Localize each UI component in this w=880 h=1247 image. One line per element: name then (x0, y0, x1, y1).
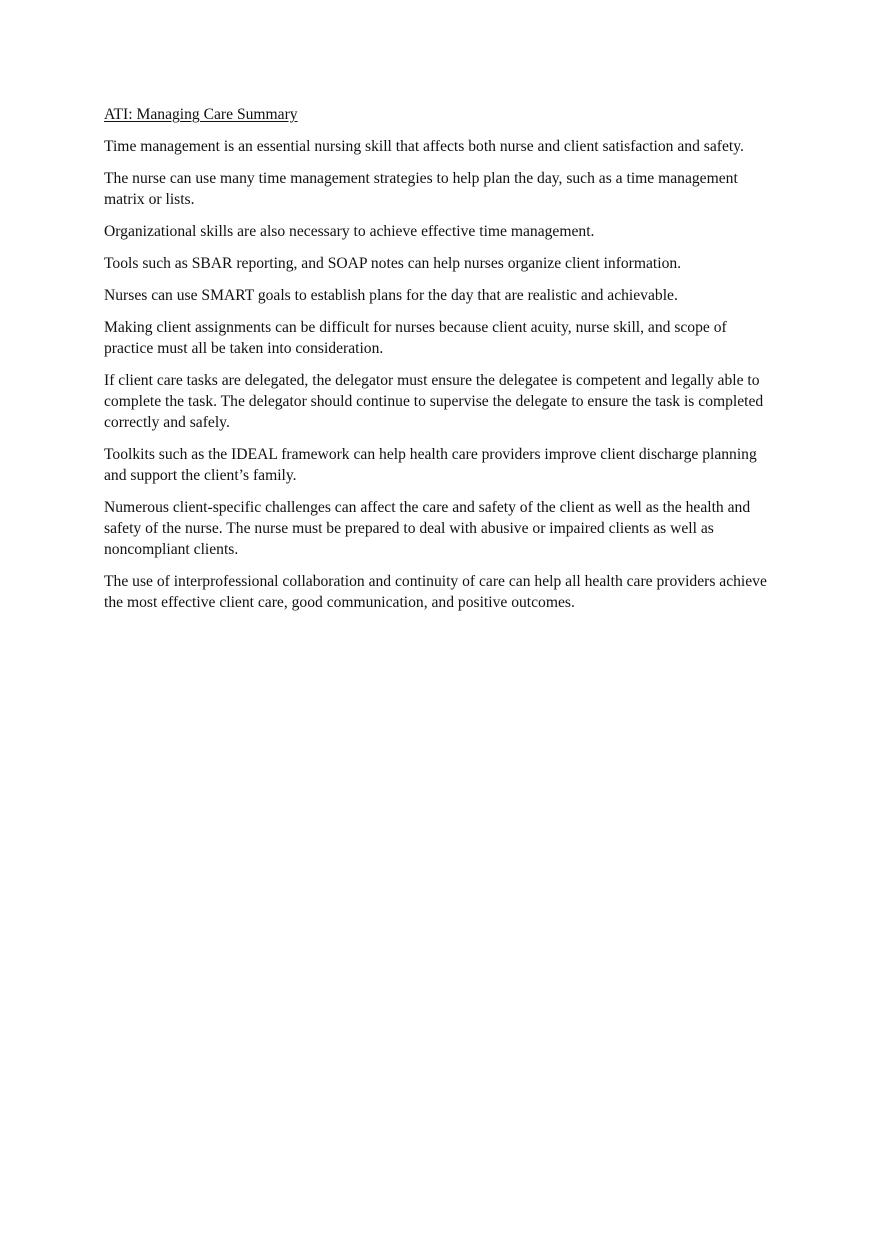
document-body (104, 104, 774, 624)
paragraph-tools: Tools such as SBAR reporting, and SOAP notes can help nurses organize client information. (104, 255, 682, 272)
paragraph-client-challenges: Numerous client-specific challenges can affect the care and safety of the client as well as the health and safety of the nurse. The nurse must be prepared to deal with abusive or impaired clients as well as noncompliant clients. (104, 499, 751, 558)
paragraph-organizational-skills: Organizational skills are also necessary to achieve effective time management. (104, 223, 595, 240)
paragraph-smart-goals: Nurses can use SMART goals to establish plans for the day that are realistic and achievable. (104, 287, 678, 304)
paragraph-delegation: If client care tasks are delegated, the delegator must ensure the delegatee is competent and legally able to complete the task. The delegator should continue to supervise the delegate to ensure the task is completed correctly and safely. (104, 372, 764, 431)
document-title: ATI: Managing Care Summary (104, 106, 298, 123)
paragraph-strategies: The nurse can use many time management strategies to help plan the day, such as a time management matrix or lists. (104, 170, 738, 208)
paragraph-collaboration: The use of interprofessional collaboration and continuity of care can help all health care providers achieve the most effective client care, good communication, and positive outcomes. (104, 573, 767, 611)
paragraph-ideal-framework: Toolkits such as the IDEAL framework can help health care providers improve client discharge planning and support the client’s family. (104, 446, 757, 484)
paragraph-time-management: Time management is an essential nursing skill that affects both nurse and client satisfaction and safety. (104, 138, 744, 155)
paragraph-client-assignments: Making client assignments can be difficult for nurses because client acuity, nurse skill, and scope of practice must all be taken into consideration. (104, 319, 727, 357)
